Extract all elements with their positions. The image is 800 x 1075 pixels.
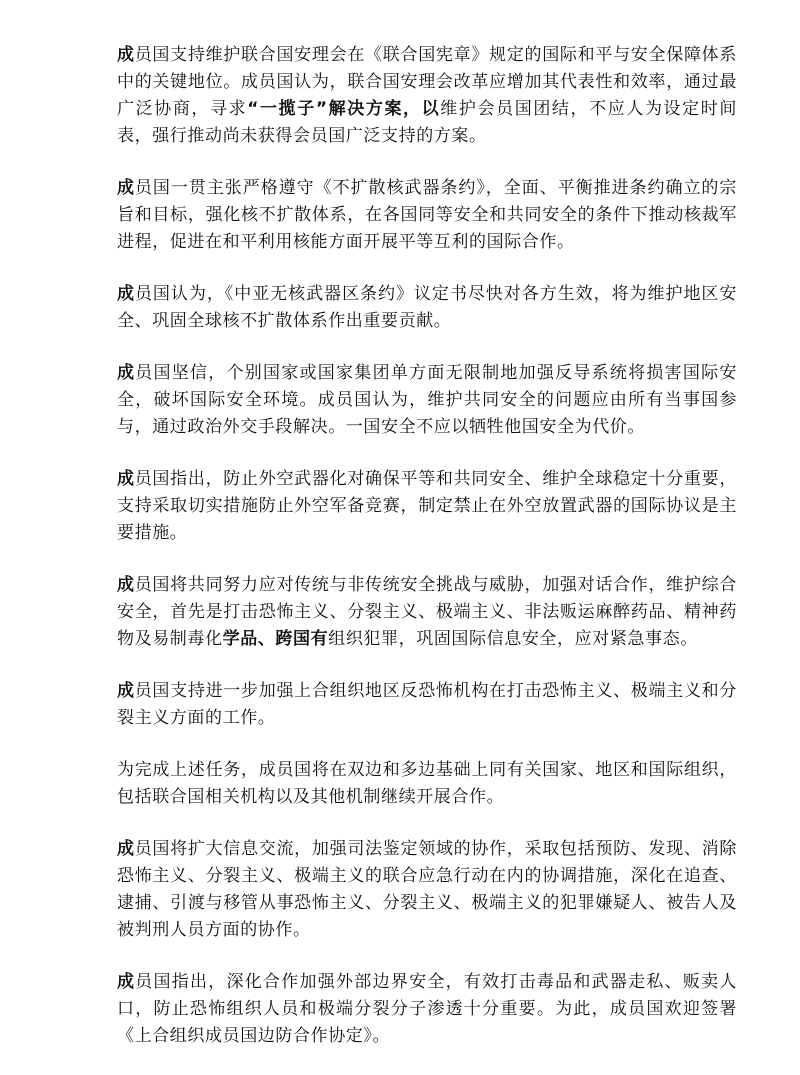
paragraph-text: 员国指出，防止外空武器化对确保平等和共同安全、维护全球稳定十分重要，支持采取切实措施防止外空军备竞赛，制定禁止在外空放置武器的国际协议是主要措施。 <box>117 469 737 543</box>
paragraph-lead-char: 成 <box>117 575 135 595</box>
paragraph-text: 员国支持进一步加强上合组织地区反恐怖机构在打击恐怖主义、极端主义和分裂主义方面的工作。 <box>117 681 737 728</box>
paragraph-text: 员国指出，深化合作加强外部边界安全，有效打击毒品和武器走私、贩卖人口，防止恐怖组织人员和极端分裂分子渗透十分重要。为此，成员国欢迎签署《上合组织成员国边防合作协定》。 <box>117 972 737 1046</box>
paragraph-emphasis: “一揽子”解决方案， <box>247 99 422 119</box>
paragraph-npt <box>117 175 737 256</box>
paragraph-lead-char: 成 <box>117 45 135 65</box>
paragraph-text: 员国将扩大信息交流，加强司法鉴定领域的协作，采取包括预防、发现、消除恐怖主义、分裂主义、极端主义的联合应急行动在内的协调措施，深化在追查、逮捕、引渡与移管从事恐怖主义、分裂主义、极端主义的犯罪嫌疑人、被告人及被判刑人员方面的协作。 <box>117 839 737 940</box>
paragraph-border-security <box>117 969 737 1050</box>
paragraph-lead-char: 成 <box>117 972 136 992</box>
paragraph-text: 员国一贯主张严格遵守《不扩散核武器条约》，全面、平衡推进条约确立的宗旨和目标，强化核不扩散体系，在各国同等安全和共同安全的条件下推动核裁军进程，促进在和平利用核能方面开展平等互利的国际合作。 <box>117 178 737 252</box>
document-page <box>117 42 737 1075</box>
paragraph-text: 组织犯罪，巩固国际信息安全，应对紧急事态。 <box>328 629 698 649</box>
paragraph-text: 为完成上述任务，成员国将在双边和多边基础上同有关国家、地区和国际组织，包括联合国相关机构以及其他机制继续开展合作。 <box>117 760 737 807</box>
paragraph-emphasis: 学品、跨国有 <box>222 629 329 649</box>
paragraph-lead-char: 成 <box>117 839 135 859</box>
paragraph-outer-space <box>117 466 737 547</box>
paragraph-lead-char: 成 <box>117 178 135 198</box>
paragraph-missile-defense <box>117 360 737 441</box>
paragraph-lead-char: 成 <box>117 284 135 304</box>
paragraph-rats <box>117 678 737 732</box>
paragraph-central-asia-nwfz <box>117 281 737 335</box>
paragraph-text: 维护会员国团结，不应人为设定时间表，强行推动尚未获得会员国广泛支持的方案。 <box>117 99 737 146</box>
paragraph-un-security-council <box>117 42 737 150</box>
paragraph-information-exchange <box>117 836 737 944</box>
paragraph-security-threats <box>117 572 737 653</box>
paragraph-text: 员国支持维护联合国安理会在《联合国宪章》规定的国际和平与安全保障体系中的关键地位。成员国认为，联合国安理会改革应增加其代表性和效率，通过最广泛协商，寻求 <box>117 45 737 119</box>
paragraph-text: 员国认为，《中亚无核武器区条约》议定书尽快对各方生效，将为维护地区安全、巩固全球核不扩散体系作出重要贡献。 <box>117 284 737 331</box>
paragraph-text: 员国坚信，个别国家或国家集团单方面无限制地加强反导系统将损害国际安全，破坏国际安全环境。成员国认为，维护共同安全的问题应由所有当事国参与，通过政治外交手段解决。一国安全不应以牺牲他国安全为代价。 <box>117 363 737 437</box>
paragraph-text: 员国将共同努力应对传统与非传统安全挑战与威胁，加强对话合作，维护综合安全，首先是打击恐怖主义、分裂主义、极端主义、非法贩运麻醉药品、精神药物及易制毒化 <box>117 575 737 649</box>
paragraph-cooperation-tasks <box>117 757 737 811</box>
paragraph-emphasis: 以 <box>421 99 441 119</box>
paragraph-lead-char: 成 <box>117 681 135 701</box>
paragraph-lead-char: 成 <box>117 363 136 383</box>
paragraph-lead-char: 成 <box>117 469 135 489</box>
